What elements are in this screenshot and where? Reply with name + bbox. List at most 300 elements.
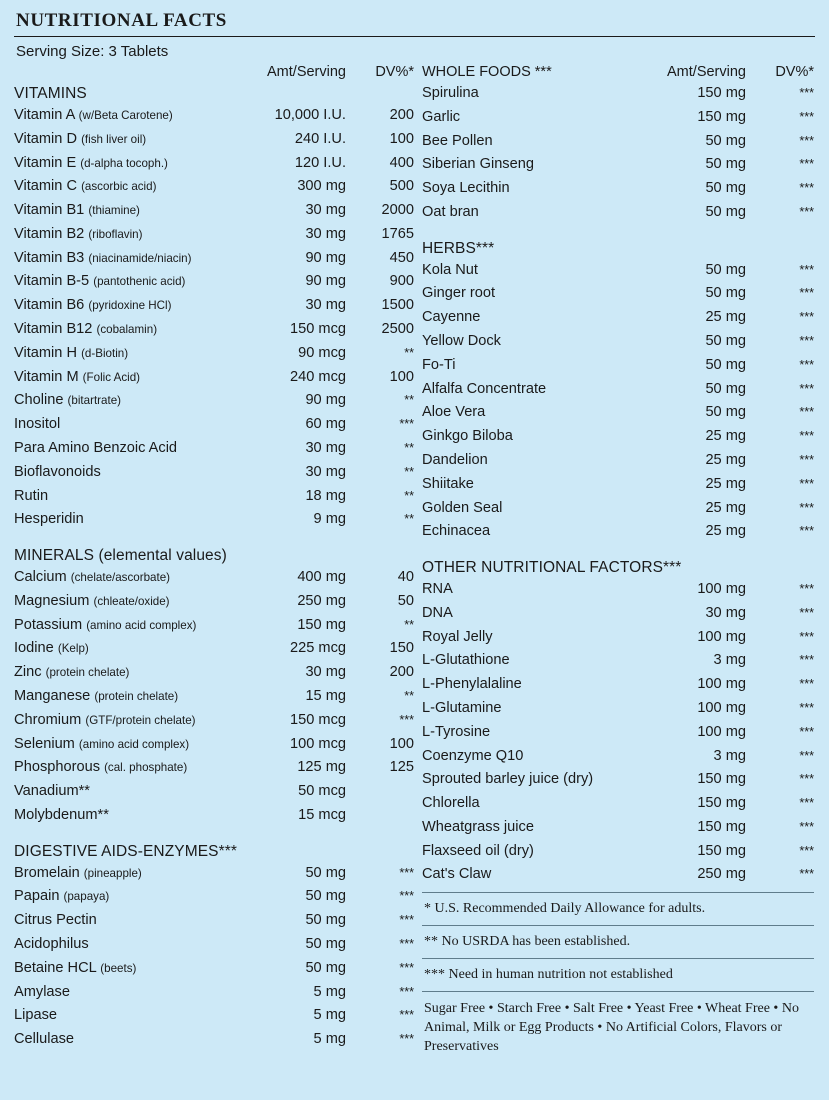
nutrient-daily-value: *** [399, 937, 414, 951]
nutrient-daily-value: 100 [389, 735, 414, 752]
nutrient-daily-value: ** [404, 488, 414, 503]
nutrient-row [14, 780, 414, 804]
nutrient-name: Flaxseed oil (dry) [422, 842, 534, 859]
nutrient-row [14, 1028, 414, 1052]
nutrient-name: RNA [422, 581, 453, 598]
nutrient-daily-value: *** [399, 1008, 414, 1023]
nutrient-name: L-Tyrosine [422, 723, 491, 740]
nutrient-source: (fish liver oil) [81, 132, 147, 146]
nutrient-name: Sprouted barley juice (dry) [422, 771, 594, 788]
nutrient-daily-value: *** [799, 405, 814, 420]
nutrient-amount: 125 mg [297, 759, 346, 776]
nutrient-amount: 50 mg [705, 180, 746, 197]
nutrient-name: Vitamin E (d-alpha tocoph.) [14, 154, 168, 171]
nutrient-daily-value: *** [799, 133, 814, 148]
nutrient-daily-value: *** [799, 772, 814, 787]
nutrient-daily-value: 1765 [381, 225, 414, 242]
nutrient-amount: 30 mg [305, 463, 346, 480]
nutrient-row [422, 520, 814, 544]
nutrient-daily-value: *** [799, 582, 814, 597]
dv-header: DV%* [775, 64, 814, 80]
nutrient-amount: 50 mg [305, 864, 346, 881]
footnote-text: * U.S. Recommended Daily Allowance for adults. [424, 901, 706, 917]
nutrient-name: Oat bran [422, 203, 479, 220]
nutrient-daily-value: *** [799, 204, 814, 219]
nutrient-row [422, 282, 814, 306]
nutrient-amount: 5 mg [313, 983, 346, 1000]
left-column-headers [14, 64, 414, 82]
nutrient-amount: 150 mg [697, 108, 746, 125]
nutrient-name: Bromelain (pineapple) [14, 864, 142, 881]
nutrient-amount: 100 mg [697, 676, 746, 693]
nutrient-name: Vitamin A (w/Beta Carotene) [14, 107, 173, 123]
nutrient-name: Vitamin B12 (cobalamin) [14, 321, 158, 338]
nutrient-name: Rutin [14, 487, 49, 504]
nutrient-source: (d-Biotin) [81, 346, 129, 360]
nutrient-daily-value: *** [799, 157, 814, 172]
nutrient-row [14, 756, 414, 780]
nutrient-row [14, 637, 414, 661]
nutrient-amount: 250 mg [297, 592, 346, 609]
right-column [414, 64, 814, 1057]
nutrient-daily-value: *** [799, 724, 814, 739]
nutrient-row [422, 449, 814, 473]
nutrient-amount: 90 mcg [298, 344, 346, 361]
nutrient-amount: 150 mg [697, 842, 746, 859]
nutrient-daily-value: 200 [389, 664, 414, 681]
nutrient-name: Kola Nut [422, 261, 478, 278]
whole-foods-heading: WHOLE FOODS *** [422, 64, 552, 80]
nutrient-daily-value: 150 [389, 640, 414, 657]
nutrient-row [14, 104, 414, 128]
nutrient-amount: 30 mg [305, 664, 346, 681]
nutrient-daily-value: *** [799, 181, 814, 196]
nutrient-amount: 100 mg [697, 628, 746, 645]
nutrient-source: (niacinamide/niacin) [88, 251, 192, 265]
nutrient-daily-value: ** [404, 688, 414, 703]
nutrient-row [422, 497, 814, 521]
spacer [14, 828, 414, 840]
nutrient-amount: 25 mg [705, 309, 746, 326]
nutrient-daily-value: *** [399, 960, 414, 975]
nutrient-name: Soya Lecithin [422, 180, 510, 197]
nutrient-row [422, 626, 814, 650]
nutrient-row [14, 566, 414, 590]
nutrient-amount: 5 mg [313, 1007, 346, 1024]
footnote-text: ** No USRDA has been established. [424, 934, 631, 950]
nutrient-source: (riboflavin) [88, 227, 143, 241]
nutrient-row [14, 804, 414, 828]
nutrient-name: Vitamin M (Folic Acid) [14, 368, 141, 385]
nutrient-daily-value: 40 [397, 569, 414, 586]
nutrient-source: (w/Beta Carotene) [78, 109, 173, 122]
nutrient-name: Cellulase [14, 1031, 75, 1048]
nutrient-source: (papaya) [63, 890, 110, 904]
nutrient-name: Chromium (GTF/protein chelate) [14, 711, 196, 728]
nutrient-daily-value: *** [799, 109, 814, 124]
nutrient-row [422, 673, 814, 697]
nutrient-name: Bee Pollen [422, 132, 493, 149]
nutrient-row [14, 685, 414, 709]
nutrient-amount: 9 mg [313, 511, 346, 528]
nutrient-name: Echinacea [422, 523, 491, 540]
section-vitamins-heading: VITAMINS [14, 85, 87, 102]
nutrient-row [422, 354, 814, 378]
nutrient-row [422, 578, 814, 602]
nutrient-row [14, 437, 414, 461]
nutrient-name: Molybdenum** [14, 806, 109, 823]
title-divider [14, 36, 815, 37]
nutrient-row [422, 768, 814, 792]
nutrient-row [14, 885, 414, 909]
nutrient-amount: 90 mg [305, 392, 346, 409]
nutrient-row [14, 247, 414, 271]
footnote-divider [422, 892, 814, 893]
nutrient-row [422, 816, 814, 840]
nutrient-amount: 50 mg [705, 404, 746, 421]
nutrient-daily-value: 400 [389, 154, 414, 171]
nutrient-amount: 30 mg [705, 604, 746, 621]
nutrient-row [14, 175, 414, 199]
nutrient-daily-value: *** [799, 819, 814, 834]
nutrient-amount: 30 mg [305, 297, 346, 314]
nutrient-daily-value: *** [799, 310, 814, 325]
nutrient-row [14, 709, 414, 733]
nutrient-amount: 25 mg [705, 475, 746, 492]
nutrient-name: Vitamin H (d-Biotin) [14, 344, 129, 361]
nutrient-row [14, 294, 414, 318]
nutrient-row [422, 82, 814, 106]
nutrient-daily-value: *** [399, 889, 414, 904]
nutrient-name: Phosphorous (cal. phosphate) [14, 759, 188, 776]
nutrient-name: Choline (bitartrate) [14, 392, 122, 409]
nutrient-row [14, 199, 414, 223]
nutrient-source: (thiamine) [88, 204, 140, 218]
nutrient-daily-value: 900 [389, 273, 414, 290]
nutrient-daily-value: *** [799, 262, 814, 277]
nutrient-daily-value: ** [404, 464, 414, 479]
nutrient-daily-value: ** [404, 512, 414, 527]
nutrient-row [14, 389, 414, 413]
nutrient-daily-value: *** [799, 452, 814, 467]
nutrient-daily-value: *** [799, 748, 814, 763]
nutrient-row [422, 863, 814, 887]
other-nutritional-factors-list [422, 578, 814, 887]
nutrient-amount: 100 mcg [290, 735, 346, 752]
nutrient-name: Bioflavonoids [14, 463, 101, 480]
nutrient-row [14, 152, 414, 176]
nutrient-name: Garlic [422, 108, 461, 125]
nutrient-name: Zinc (protein chelate) [14, 664, 130, 681]
nutrient-source: (amino acid complex) [78, 737, 190, 751]
nutrient-name: Dandelion [422, 451, 488, 468]
nutrient-amount: 15 mg [305, 687, 346, 704]
nutrient-source: (GTF/protein chelate) [85, 713, 196, 727]
nutrient-amount: 300 mg [297, 178, 346, 195]
nutrient-name: Betaine HCL (beets) [14, 959, 137, 976]
nutrient-name: Manganese (protein chelate) [14, 687, 179, 704]
free-claims: Sugar Free • Starch Free • Salt Free • Yeast Free • Wheat Free • No Animal, Milk or Egg Products • No Artificial Colors, Flavors or Preservatives [424, 1001, 799, 1054]
section-other-heading: OTHER NUTRITIONAL FACTORS*** [422, 559, 682, 577]
nutrient-amount: 90 mg [305, 273, 346, 290]
nutrient-amount: 50 mg [305, 959, 346, 976]
nutrient-name: Papain (papaya) [14, 888, 110, 905]
nutrient-daily-value: *** [799, 500, 814, 515]
nutrient-daily-value: ** [404, 393, 414, 408]
herbs-list [422, 259, 814, 544]
nutrient-name: Para Amino Benzoic Acid [14, 439, 178, 456]
nutrient-amount: 50 mg [705, 132, 746, 149]
nutrient-name: Vitamin B-5 (pantothenic acid) [14, 273, 186, 290]
nutrient-row [14, 413, 414, 437]
nutrient-daily-value: *** [399, 913, 414, 928]
nutrient-daily-value: *** [799, 357, 814, 372]
nutrient-name: L-Glutamine [422, 699, 502, 716]
nutrient-name: Alfalfa Concentrate [422, 380, 547, 397]
nutrient-name: Ginkgo Biloba [422, 428, 513, 445]
nutrient-row [422, 106, 814, 130]
nutrient-name: Vitamin B6 (pyridoxine HCl) [14, 297, 172, 314]
nutrient-row [422, 201, 814, 225]
nutrient-amount: 30 mg [305, 225, 346, 242]
nutrient-daily-value: *** [399, 865, 414, 880]
nutrient-amount: 3 mg [713, 747, 746, 764]
nutrient-source: (pyridoxine HCl) [88, 299, 172, 313]
nutrient-name: Lipase [14, 1007, 58, 1024]
nutrient-amount: 100 mg [697, 723, 746, 740]
nutrient-amount: 150 mg [697, 771, 746, 788]
spacer [422, 544, 814, 556]
nutrient-row [422, 401, 814, 425]
section-minerals-heading: MINERALS (elemental values) [14, 547, 227, 565]
nutrient-source: (protein chelate) [94, 689, 179, 703]
nutrient-name: Yellow Dock [422, 333, 501, 350]
nutrient-amount: 50 mg [305, 888, 346, 905]
nutrient-source: (amino acid complex) [86, 618, 197, 632]
section-herbs-heading: HERBS*** [422, 239, 495, 257]
nutrient-row [422, 153, 814, 177]
nutrient-daily-value: 100 [389, 368, 414, 385]
nutrient-amount: 5 mg [313, 1031, 346, 1048]
nutrient-amount: 30 mg [305, 202, 346, 219]
left-column [14, 64, 414, 1057]
nutrient-daily-value: *** [799, 429, 814, 444]
nutrient-daily-value: *** [799, 334, 814, 349]
nutrient-daily-value: *** [799, 677, 814, 692]
nutrient-daily-value: 2500 [381, 321, 414, 338]
nutrient-row [422, 697, 814, 721]
footnotes [422, 892, 814, 986]
nutrient-row [14, 614, 414, 638]
nutrient-daily-value: 1500 [381, 297, 414, 314]
nutrient-daily-value: *** [399, 1032, 414, 1047]
nutrient-name: Vitamin B2 (riboflavin) [14, 225, 143, 242]
whole-foods-list [422, 82, 814, 225]
nutrient-amount: 240 mcg [290, 368, 346, 385]
nutrient-amount: 18 mg [305, 487, 346, 504]
nutrient-amount: 50 mg [705, 356, 746, 373]
nutrient-row [14, 366, 414, 390]
nutrient-source: (cobalamin) [96, 323, 158, 337]
nutrient-row [422, 473, 814, 497]
nutrient-daily-value: *** [799, 605, 814, 620]
nutrient-amount: 100 mg [697, 581, 746, 598]
right-column-headers [422, 64, 814, 82]
nutrient-name: Vitamin B3 (niacinamide/niacin) [14, 249, 192, 266]
nutrient-daily-value: ** [404, 617, 414, 632]
nutrient-source: (chleate/oxide) [93, 594, 170, 608]
nutrient-name: Wheatgrass juice [422, 818, 534, 835]
nutrient-row [14, 461, 414, 485]
nutrient-row [14, 128, 414, 152]
spacer [14, 532, 414, 544]
nutrient-amount: 100 mg [697, 699, 746, 716]
nutrient-daily-value: 50 [397, 592, 414, 609]
nutrient-name: Cayenne [422, 309, 481, 326]
nutrient-amount: 25 mg [705, 428, 746, 445]
nutrient-amount: 150 mcg [290, 321, 346, 338]
digestive-aids-list [14, 862, 414, 1052]
nutrient-source: (d-alpha tocoph.) [80, 156, 168, 170]
nutrient-row [422, 330, 814, 354]
nutrient-daily-value: *** [799, 843, 814, 858]
nutrient-row [14, 318, 414, 342]
amt-header: Amt/Serving [667, 64, 746, 80]
minerals-list [14, 566, 414, 828]
nutrient-daily-value: *** [799, 86, 814, 100]
nutrient-row [422, 425, 814, 449]
page-title: NUTRITIONAL FACTS [16, 10, 227, 31]
nutrient-daily-value: *** [799, 524, 814, 539]
nutrient-daily-value: *** [799, 629, 814, 644]
nutrient-amount: 150 mg [697, 818, 746, 835]
nutrient-name: Royal Jelly [422, 628, 493, 645]
nutrient-amount: 50 mg [705, 156, 746, 173]
nutrient-row [14, 661, 414, 685]
nutrient-name: Iodine (Kelp) [14, 640, 89, 657]
nutrient-row [422, 306, 814, 330]
nutrient-daily-value: ** [404, 345, 414, 360]
nutrient-name: Magnesium (chleate/oxide) [14, 592, 170, 609]
nutrient-amount: 120 I.U. [294, 154, 346, 171]
nutrient-amount: 50 mg [705, 285, 746, 302]
nutrient-daily-value: *** [799, 867, 814, 882]
spacer [422, 225, 814, 237]
nutrient-amount: 25 mg [705, 523, 746, 540]
nutrient-name: Calcium (chelate/ascorbate) [14, 569, 171, 586]
nutrient-row [14, 733, 414, 757]
nutrient-amount: 15 mcg [298, 806, 346, 823]
nutrient-daily-value: 100 [389, 130, 414, 147]
footnote-divider [422, 925, 814, 926]
nutrient-name: Shiitake [422, 475, 474, 492]
dv-header: DV%* [375, 64, 414, 80]
nutrient-name: DNA [422, 604, 453, 621]
nutrient-amount: 400 mg [297, 569, 346, 586]
nutrient-source: (pantothenic acid) [93, 275, 186, 289]
section-digestive-heading: DIGESTIVE AIDS-ENZYMES*** [14, 842, 237, 860]
nutrient-source: (beets) [100, 961, 137, 975]
nutrient-row [422, 745, 814, 769]
nutrient-daily-value: *** [799, 381, 814, 396]
nutrient-name: Citrus Pectin [14, 912, 97, 929]
nutrient-row [14, 909, 414, 933]
nutrient-amount: 90 mg [305, 249, 346, 266]
nutrient-name: Vitamin C (ascorbic acid) [14, 178, 157, 195]
serving-size: Serving Size: 3 Tablets [16, 43, 169, 60]
nutrient-source: (Kelp) [57, 642, 89, 656]
nutrient-amount: 30 mg [305, 439, 346, 456]
nutrient-daily-value: *** [799, 476, 814, 491]
nutrient-name: Vitamin D (fish liver oil) [14, 130, 147, 147]
nutrient-name: Siberian Ginseng [422, 156, 534, 173]
nutrient-name: Inositol [14, 416, 61, 433]
nutrient-daily-value: 450 [389, 249, 414, 266]
nutrient-source: (chelate/ascorbate) [70, 571, 171, 585]
nutrient-name: Hesperidin [14, 511, 84, 528]
nutrient-name: Aloe Vera [422, 404, 486, 421]
nutrient-source: (bitartrate) [67, 394, 122, 408]
amt-header: Amt/Serving [267, 64, 346, 80]
nutrient-row [14, 270, 414, 294]
nutrient-name: Ginger root [422, 285, 496, 302]
nutrient-name: Acidophilus [14, 936, 89, 952]
nutrient-row [422, 378, 814, 402]
nutrient-row [422, 259, 814, 283]
nutrient-daily-value: *** [799, 286, 814, 301]
nutrient-amount: 50 mg [305, 936, 346, 952]
nutrient-row [14, 508, 414, 532]
nutrient-amount: 25 mg [705, 499, 746, 516]
nutrient-name: L-Phenylalaline [422, 676, 522, 693]
nutrient-daily-value: *** [399, 712, 414, 727]
nutrient-amount: 150 mg [697, 85, 746, 101]
nutrient-daily-value: *** [799, 653, 814, 668]
nutrient-amount: 50 mg [705, 261, 746, 278]
nutrient-row [14, 957, 414, 981]
nutrient-row [14, 590, 414, 614]
footnote-divider [422, 958, 814, 959]
nutrient-row [14, 485, 414, 509]
nutrient-row [422, 792, 814, 816]
nutrient-name: Fo-Ti [422, 356, 456, 373]
nutrient-amount: 50 mcg [298, 783, 346, 800]
nutrient-row [14, 223, 414, 247]
nutrient-row [422, 721, 814, 745]
nutrient-daily-value: *** [399, 984, 414, 999]
nutrient-source: (Folic Acid) [82, 370, 141, 384]
nutrient-name: Spirulina [422, 85, 479, 101]
nutrient-row [422, 177, 814, 201]
nutrient-daily-value: 500 [389, 178, 414, 195]
nutrient-daily-value: ** [404, 440, 414, 455]
nutrient-amount: 150 mg [697, 795, 746, 812]
nutrient-amount: 60 mg [305, 416, 346, 433]
nutrient-name: Potassium (amino acid complex) [14, 616, 197, 633]
nutrient-name: Cat's Claw [422, 866, 492, 883]
nutrient-amount: 50 mg [705, 203, 746, 220]
nutrient-daily-value: 2000 [381, 202, 414, 219]
nutrient-daily-value: 125 [389, 759, 414, 776]
columns-container [14, 64, 815, 1057]
nutrient-name: Vanadium** [14, 783, 90, 800]
nutrient-row [14, 1004, 414, 1028]
nutrient-name: Chlorella [422, 795, 480, 812]
nutrient-daily-value: *** [799, 796, 814, 811]
nutrient-source: (protein chelate) [45, 666, 130, 680]
nutrient-row [422, 840, 814, 864]
nutrient-daily-value: *** [799, 700, 814, 715]
